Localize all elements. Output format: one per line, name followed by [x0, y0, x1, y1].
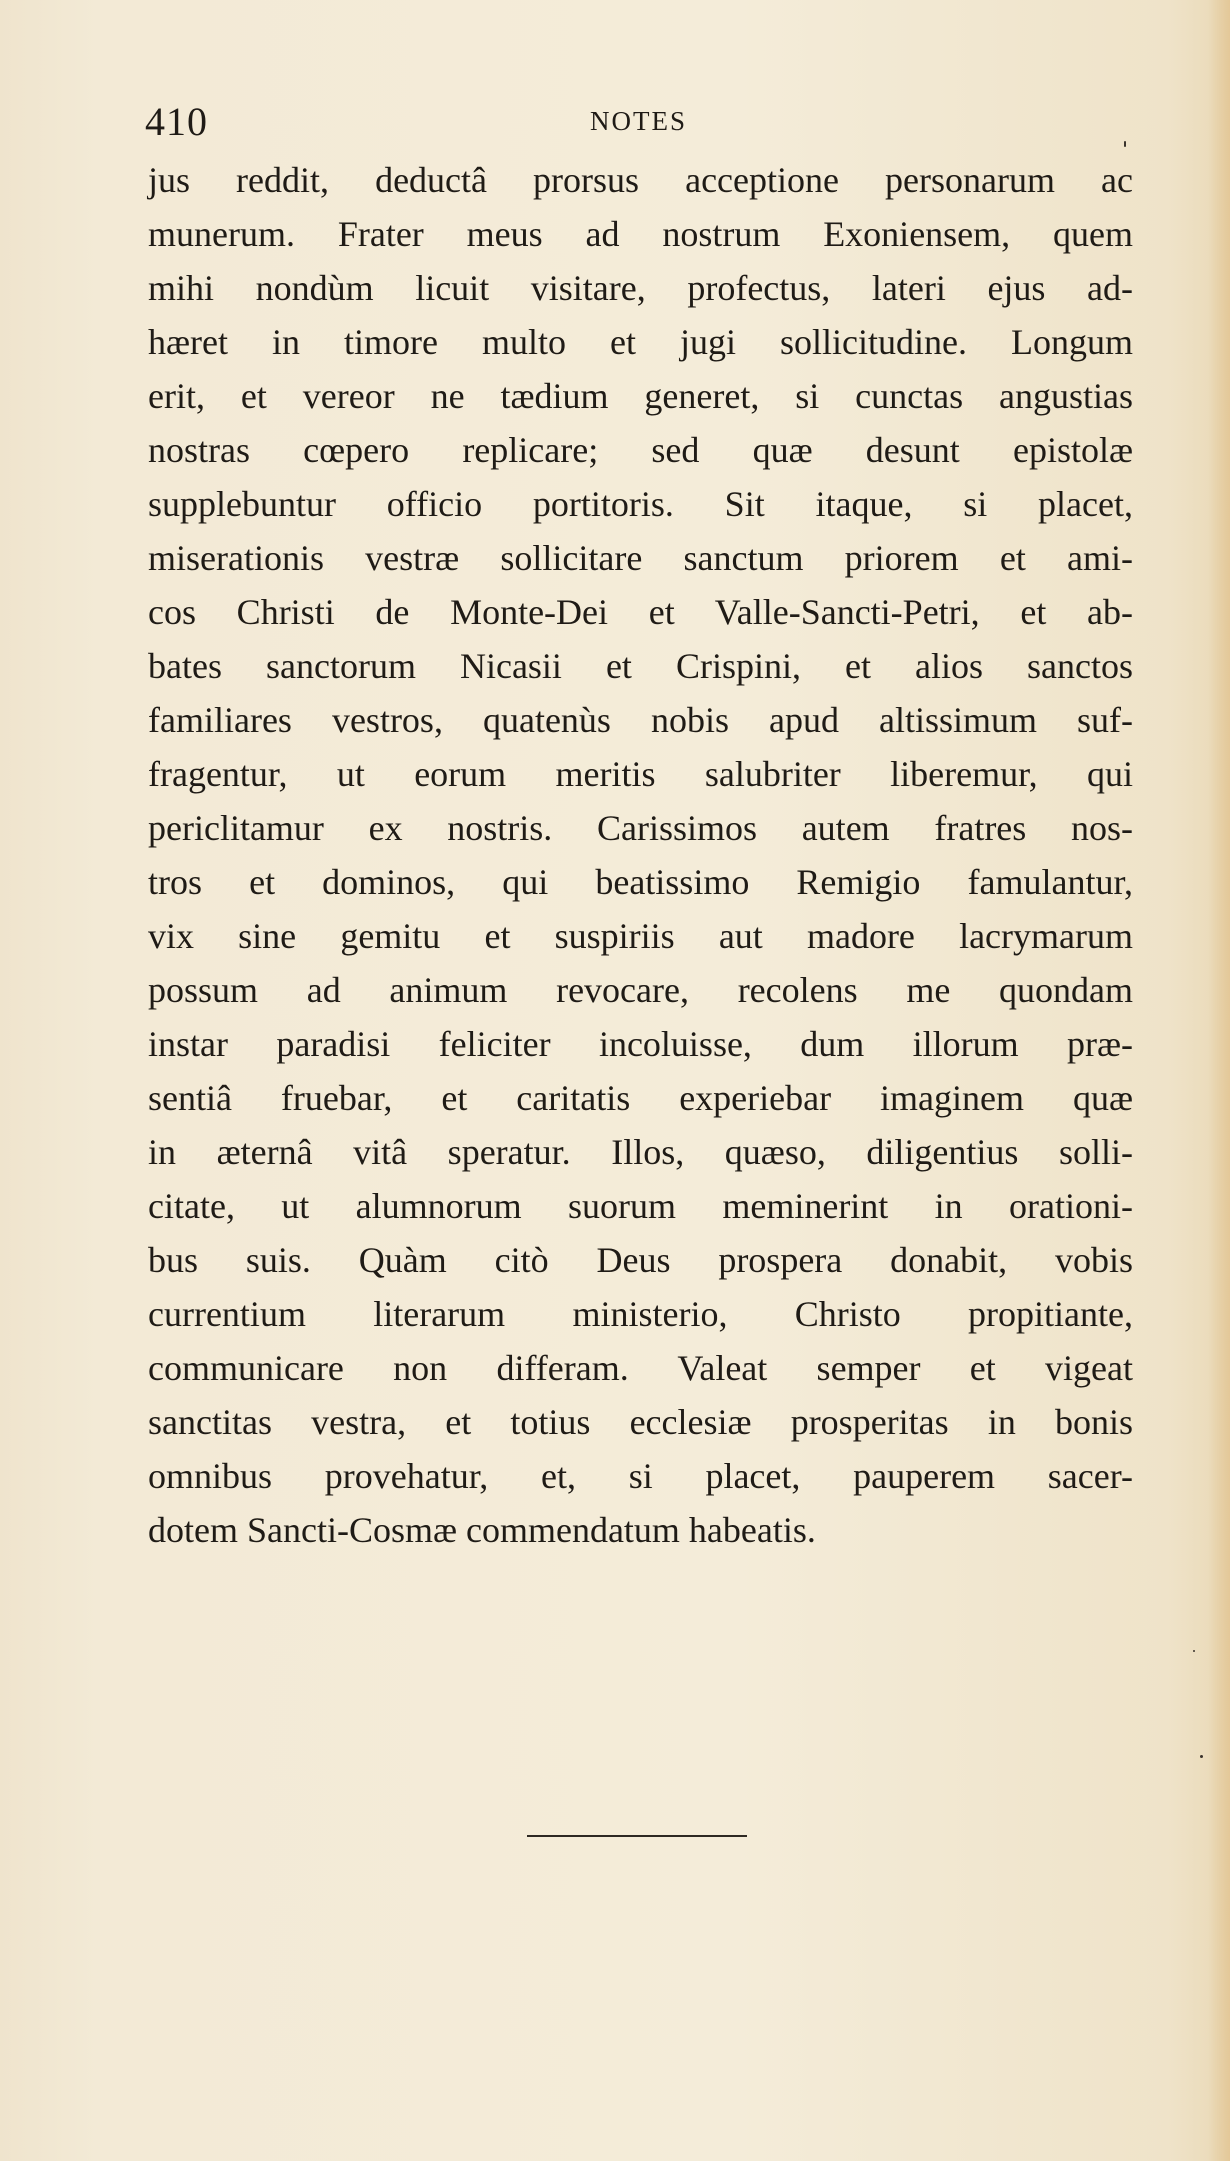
- text-line: currentium literarum ministerio, Christo propitiante,: [148, 1294, 1133, 1334]
- page-number: 410: [145, 99, 208, 144]
- text-line: communicare non differam. Valeat semper et vigeat: [148, 1348, 1133, 1388]
- text-line: periclitamur ex nostris. Carissimos autem fratres nos-: [148, 808, 1133, 848]
- text-line: jus reddit, deductâ prorsus acceptione personarum ac: [148, 160, 1133, 200]
- text-line: omnibus provehatur, et, si placet, pauperem sacer-: [148, 1456, 1133, 1496]
- text-line: supplebuntur officio portitoris. Sit itaque, si placet,: [148, 484, 1133, 524]
- text-line: dotem Sancti-Cosmæ commendatum habeatis.: [148, 1510, 816, 1550]
- paper-speck: [1200, 1755, 1203, 1758]
- text-line: hæret in timore multo et jugi sollicitudine. Longum: [148, 322, 1133, 362]
- paper-speck: [1193, 1650, 1195, 1652]
- text-line: munerum. Frater meus ad nostrum Exoniensem, quem: [148, 214, 1133, 254]
- text-line: bates sanctorum Nicasii et Crispini, et alios sanctos: [148, 646, 1133, 686]
- closing-rule: [527, 1835, 747, 1837]
- text-line: mihi nondùm licuit visitare, profectus, lateri ejus ad-: [148, 268, 1133, 308]
- running-head: NOTES: [590, 106, 687, 136]
- text-line: instar paradisi feliciter incoluisse, dum illorum præ-: [148, 1024, 1133, 1064]
- text-line: sentiâ fruebar, et caritatis experiebar imaginem quæ: [148, 1078, 1133, 1118]
- text-line: fragentur, ut eorum meritis salubriter liberemur, qui: [148, 754, 1133, 794]
- paper-speck: [1124, 141, 1126, 147]
- text-line: familiares vestros, quatenùs nobis apud altissimum suf-: [148, 700, 1133, 740]
- text-line: tros et dominos, qui beatissimo Remigio famulantur,: [148, 862, 1133, 902]
- text-line: erit, et vereor ne tædium generet, si cunctas angustias: [148, 376, 1133, 416]
- text-line: citate, ut alumnorum suorum meminerint in orationi-: [148, 1186, 1133, 1226]
- text-line: vix sine gemitu et suspiriis aut madore lacrymarum: [148, 916, 1133, 956]
- body-text: [148, 153, 1133, 1557]
- text-line: possum ad animum revocare, recolens me quondam: [148, 970, 1133, 1010]
- text-line: in æternâ vitâ speratur. Illos, quæso, diligentius solli-: [148, 1132, 1133, 1172]
- text-line: bus suis. Quàm citò Deus prospera donabit, vobis: [148, 1240, 1133, 1280]
- page-edge-shadow: [1208, 0, 1230, 2161]
- text-line: cos Christi de Monte-Dei et Valle-Sancti-Petri, et ab-: [148, 592, 1133, 632]
- text-line: nostras cœpero replicare; sed quæ desunt epistolæ: [148, 430, 1133, 470]
- text-line: sanctitas vestra, et totius ecclesiæ prosperitas in bonis: [148, 1402, 1133, 1442]
- text-line: miserationis vestræ sollicitare sanctum priorem et ami-: [148, 538, 1133, 578]
